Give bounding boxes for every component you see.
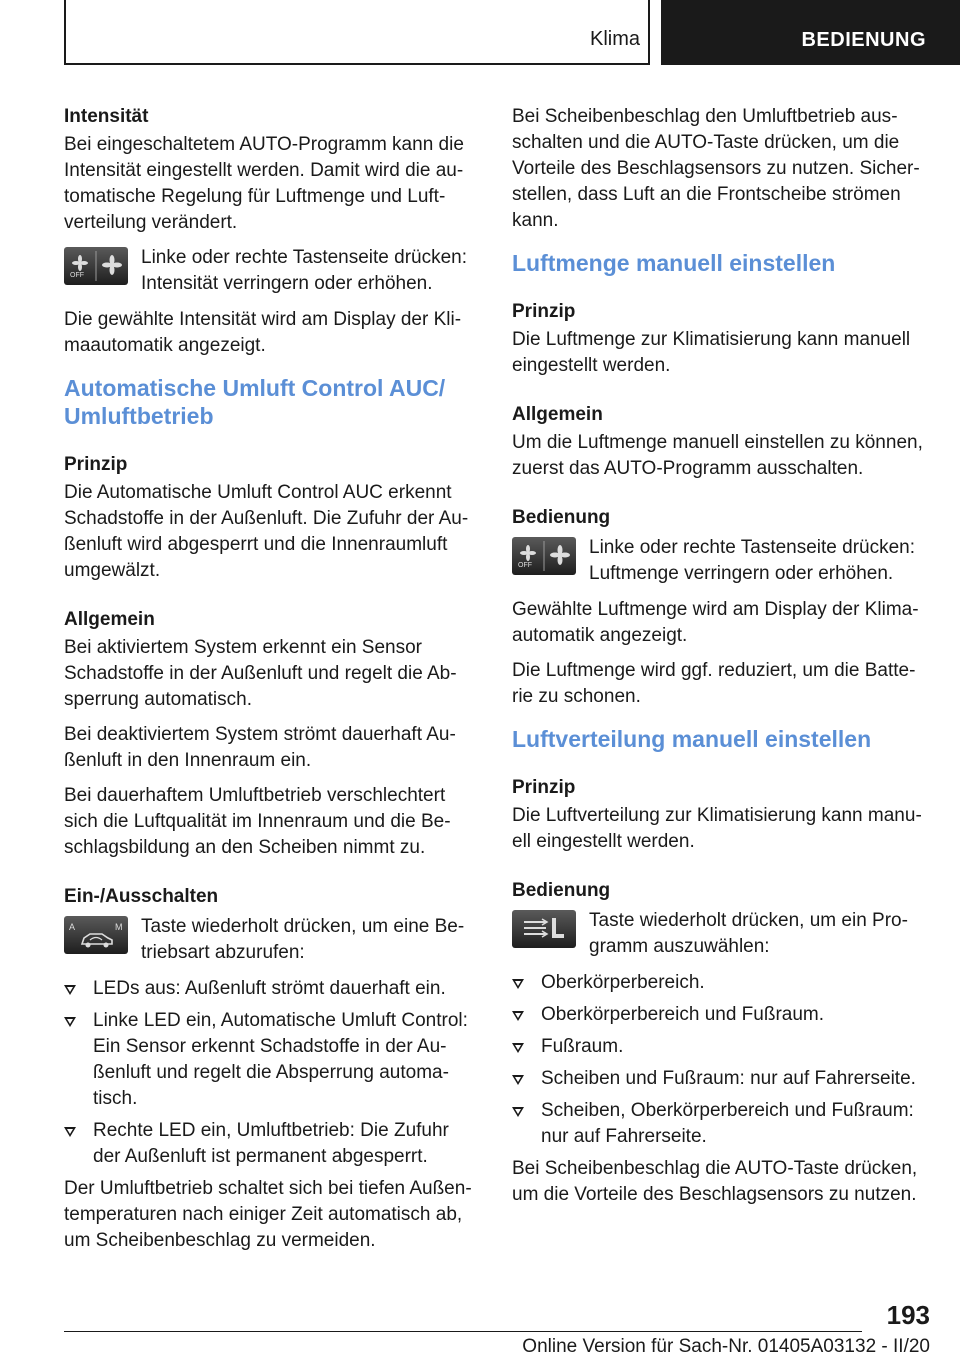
intensitaet-icon-row [64, 245, 480, 297]
list-item: Scheiben, Oberkörperbereich und Fußraum: nur auf Fahrerseite. [512, 1098, 928, 1150]
luftverteilung-prinzip-heading: Prinzip [512, 777, 576, 798]
luftmenge-icon-text: Linke oder rechte Tastenseite drücken: Luftmenge verringern oder erhöhen. [589, 537, 916, 584]
auc-allgemein-heading: Allgemein [64, 609, 155, 630]
page-number: 193 [886, 1300, 930, 1330]
right-intro-text: Bei Scheibenbeschlag den Umluftbetrieb ausschalten und die AUTO-Taste drücken, um die Vorteile des Beschlagsensors zu nutzen. Sicherstellen, dass Luft an die Frontscheibe strömen kann. [512, 106, 920, 231]
luftverteilung-icon-text: Taste wiederholt drücken, um ein Programm auszuwählen: [589, 910, 908, 957]
luftverteilung-closing-text: Bei Scheibenbeschlag die AUTO-Taste drücken, um die Vorteile des Beschlagsensors zu nutzen. [512, 1158, 918, 1205]
list-item: LEDs aus: Außenluft strömt dauerhaft ein. [64, 976, 480, 1002]
luftverteilung-prinzip-text: Die Luftverteilung zur Klimatisierung kann manuell eingestellt werden. [512, 805, 922, 852]
header-chapter-tab [661, 0, 960, 65]
luftverteilung-program-list [512, 970, 928, 1150]
auc-ein-heading: Ein-/Ausschalten [64, 886, 219, 907]
luftmenge-prinzip-heading: Prinzip [512, 301, 576, 322]
right-column [512, 104, 928, 1217]
header-chapter-label: BEDIENUNG [801, 29, 926, 51]
luftverteilung-icon-row [512, 908, 928, 960]
auc-allgemein-p1: Bei aktiviertem System erkennt ein Sensor Schadstoffe in der Außenluft und regelt die Absperrung automatisch. [64, 637, 457, 710]
auc-mode-list [64, 976, 480, 1170]
triangle-bullet-icon [512, 1011, 524, 1021]
list-item: Oberkörperbereich und Fußraum. [512, 1002, 928, 1028]
intensitaet-icon-text: Linke oder rechte Tastenseite drücken: Intensität verringern oder erhöhen. [141, 247, 468, 294]
triangle-bullet-icon [512, 979, 524, 989]
seat-airflow-icon [512, 910, 576, 948]
auc-prinzip-heading: Prinzip [64, 454, 128, 475]
auc-closing-text: Der Umluftbetrieb schaltet sich bei tiefen Außentemperaturen nach einiger Zeit automatisch ab, um Scheibenbeschlag zu vermeiden. [64, 1178, 472, 1251]
intensitaet-heading: Intensität [64, 106, 149, 127]
off-fan-button-icon [512, 537, 576, 575]
footer-rule [64, 1331, 862, 1332]
header-separator [648, 0, 650, 64]
auc-icon-text: Taste wiederholt drücken, um eine Betriebsart abzurufen: [141, 916, 465, 963]
car-recirculation-icon [64, 916, 128, 954]
triangle-bullet-icon [64, 1017, 76, 1027]
off-fan-button-icon [64, 247, 128, 285]
luftverteilung-title: Luftverteilung manuell einstellen [512, 726, 872, 752]
intensitaet-text: Bei eingeschaltetem AUTO-Programm kann die Intensität eingestellt werden. Damit wird die automatische Regelung für Luftmenge und Luftverteilung verändert. [64, 134, 464, 233]
header-section-label: Klima [589, 28, 640, 50]
list-item: Linke LED ein, Automatische Umluft Control: Ein Sensor erkennt Schadstoffe in der Außenluft und regelt die Absperrung automatisch. [64, 1008, 480, 1112]
luftmenge-p1: Gewählte Luftmenge wird am Display der Klimaautomatik angezeigt. [512, 599, 919, 646]
luftverteilung-bedienung-heading: Bedienung [512, 880, 611, 901]
recirculation-button-icon [64, 916, 128, 954]
luftmenge-title: Luftmenge manuell einstellen [512, 250, 836, 276]
luftmenge-icon-row [512, 535, 928, 587]
list-item: Rechte LED ein, Umluftbetrieb: Die Zufuhr der Außenluft ist permanent abgesperrt. [64, 1118, 480, 1170]
a-label: A [69, 922, 76, 932]
intensitaet-display-text: Die gewählte Intensität wird am Display der Klimaautomatik angezeigt. [64, 309, 462, 356]
air-distribution-button-icon [512, 910, 576, 948]
list-item: Fußraum. [512, 1034, 928, 1060]
off-label: OFF [518, 562, 532, 569]
auc-title: Automatische Umluft Control AUC/ Umluftbetrieb [64, 375, 446, 429]
off-fan-icon [512, 537, 576, 575]
m-label: M [115, 922, 123, 932]
luftmenge-bedienung-heading: Bedienung [512, 507, 611, 528]
off-fan-icon [64, 247, 128, 285]
footer-text: Online Version für Sach-Nr. 01405A03132 - II/20 [522, 1336, 930, 1357]
auc-allgemein-p3: Bei dauerhaftem Umluftbetrieb verschlechtert sich die Luftqualität im Innenraum und die Beschlagsbildung an den Scheiben nimmt zu. [64, 785, 451, 858]
luftmenge-prinzip-text: Die Luftmenge zur Klimatisierung kann manuell eingestellt werden. [512, 329, 911, 376]
left-column [64, 104, 480, 1263]
luftmenge-allgemein-heading: Allgemein [512, 404, 603, 425]
header-left-rule [64, 0, 66, 64]
auc-prinzip-text: Die Automatische Umluft Control AUC erkennt Schadstoffe in der Außenluft. Die Zufuhr der Außenluft wird abgesperrt und die Innenraumluft umgewälzt. [64, 482, 469, 581]
triangle-bullet-icon [64, 1127, 76, 1137]
header-bottom-rule [64, 63, 650, 65]
triangle-bullet-icon [512, 1107, 524, 1117]
list-item: Oberkörperbereich. [512, 970, 928, 996]
list-item: Scheiben und Fußraum: nur auf Fahrerseite. [512, 1066, 928, 1092]
triangle-bullet-icon [512, 1075, 524, 1085]
luftmenge-allgemein-text: Um die Luftmenge manuell einstellen zu können, zuerst das AUTO-Programm ausschalten. [512, 432, 923, 479]
triangle-bullet-icon [512, 1043, 524, 1053]
luftmenge-p2: Die Luftmenge wird ggf. reduziert, um die Batterie zu schonen. [512, 660, 916, 707]
off-label: OFF [70, 272, 84, 279]
auc-allgemein-p2: Bei deaktiviertem System strömt dauerhaft Außenluft in den Innenraum ein. [64, 724, 456, 771]
triangle-bullet-icon [64, 985, 76, 995]
auc-icon-row [64, 914, 480, 966]
